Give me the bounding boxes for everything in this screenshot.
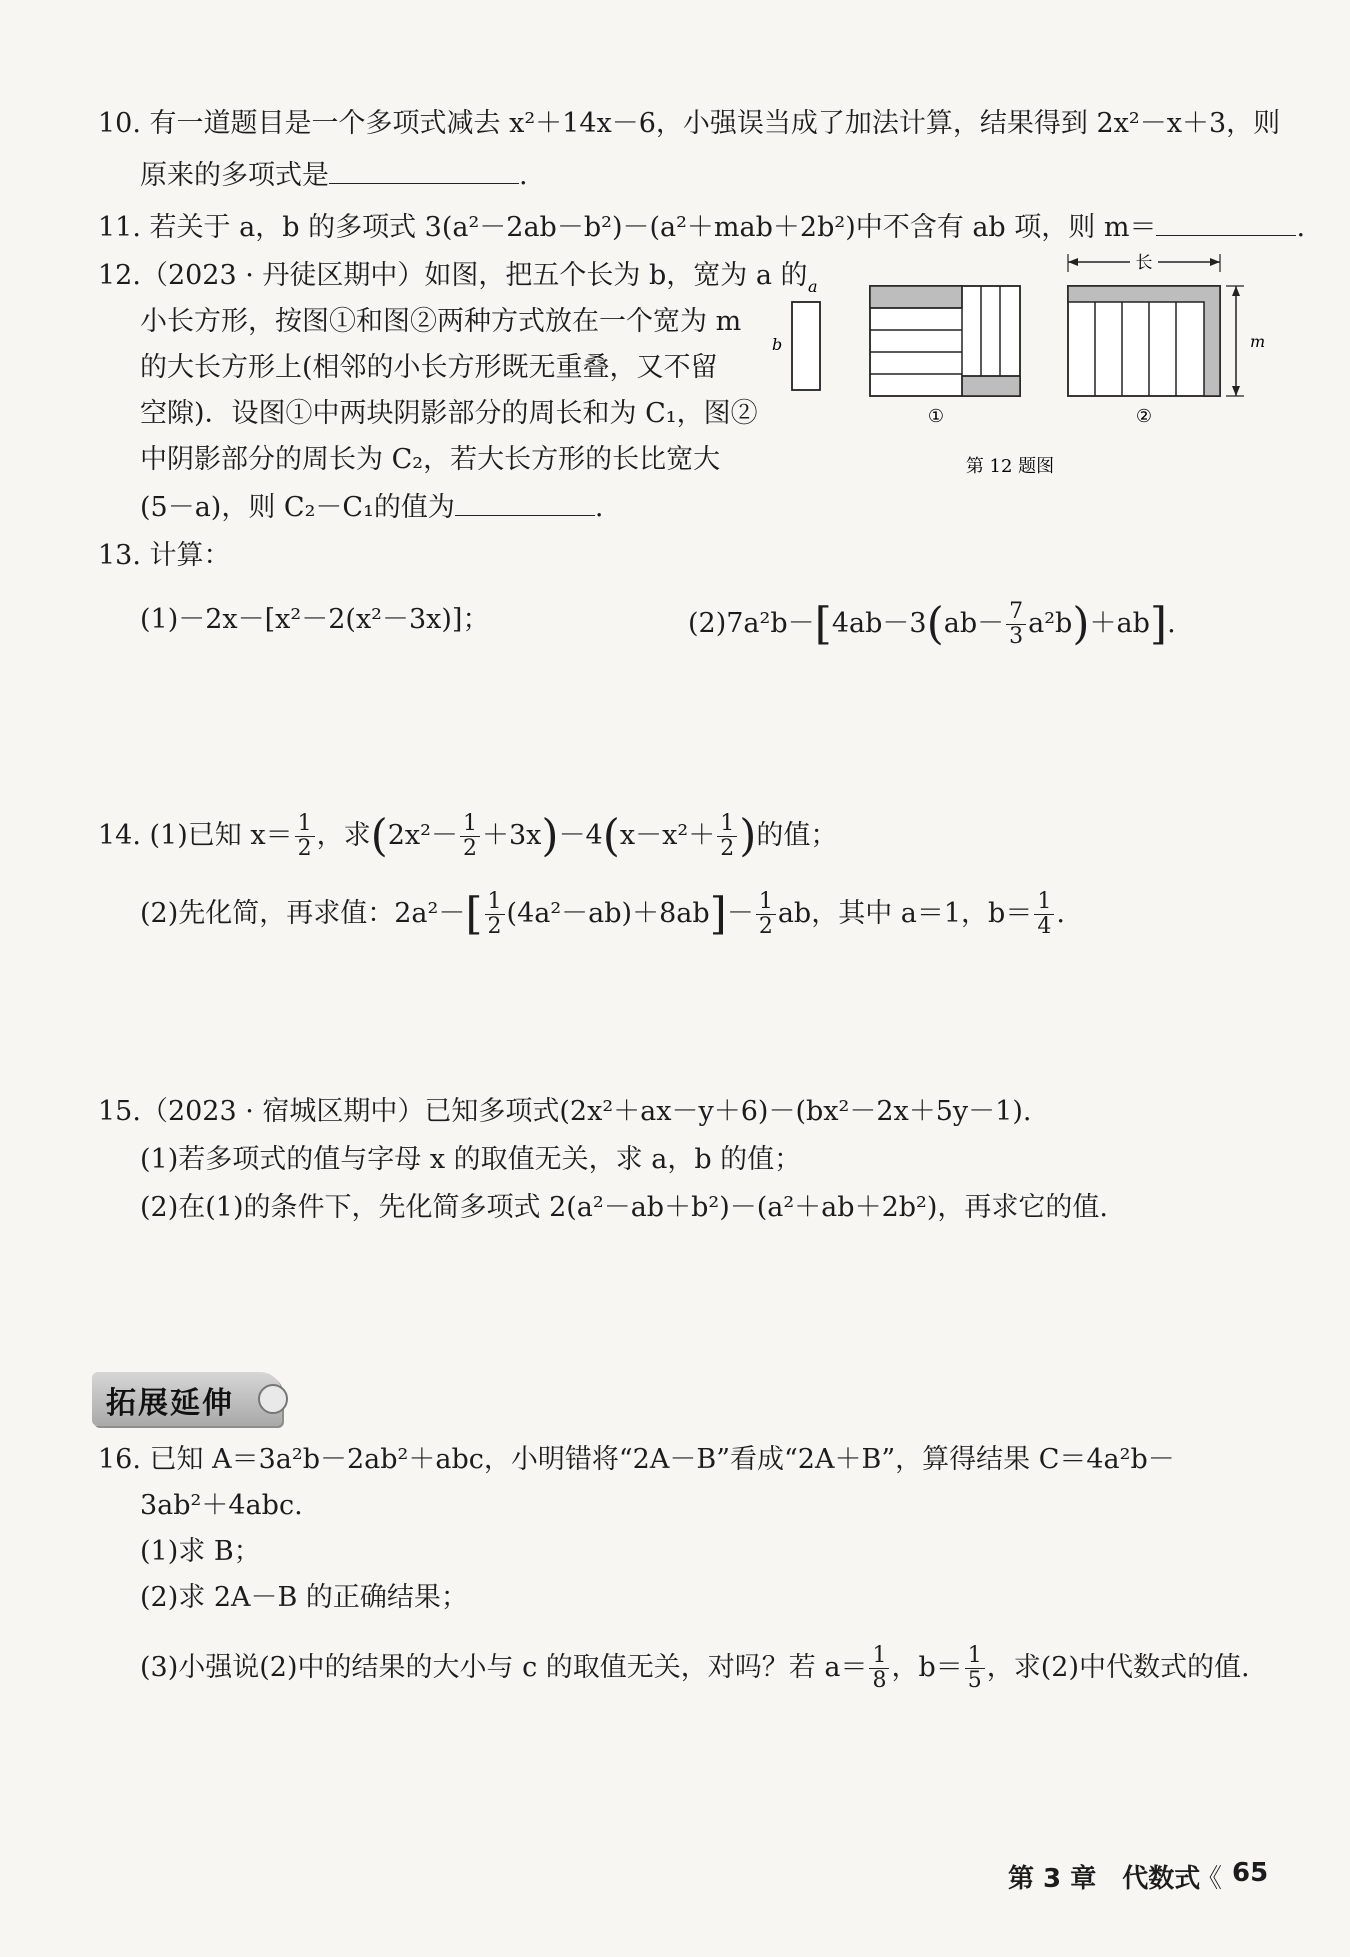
fraction	[756, 890, 776, 939]
numerator: 1	[295, 812, 315, 837]
bracket: ]	[1149, 598, 1168, 650]
section-title: 拓展延伸	[106, 1386, 234, 1421]
q10-text: 原来的多项式是	[140, 160, 329, 191]
q11-text: 11. 若关于 a，b 的多项式 3(a²－2ab－b²)－(a²＋mab＋2b²)中不含有 ab 项，则 m＝	[98, 212, 1157, 243]
q14-p1-h: 的值；	[756, 820, 838, 851]
label-b: b	[772, 335, 783, 354]
q13-part1: (1)－2x－[x²－2(x²－3x)]；	[140, 604, 490, 635]
fraction	[869, 1644, 889, 1693]
figure-2	[1068, 250, 1265, 427]
q16-part1: (1)求 B；	[140, 1536, 261, 1567]
paren: (	[926, 598, 944, 650]
paren: )	[1072, 598, 1090, 650]
numerator: 1	[869, 1644, 889, 1669]
q15-line1: 15.（2023 · 宿城区期中）已知多项式(2x²＋ax－y＋6)－(bx²－2x＋5y－1).	[98, 1096, 1032, 1127]
q16-part3	[140, 1644, 1250, 1693]
denominator: 2	[758, 914, 773, 939]
label-a: a	[808, 277, 818, 296]
q14-p2-end: .	[1056, 898, 1065, 929]
q11-end: .	[1296, 212, 1306, 243]
q14-p2-c: －	[726, 898, 754, 929]
paren: )	[541, 810, 559, 862]
bracket: [	[465, 888, 483, 940]
paren: (	[602, 810, 620, 862]
shade-1b	[962, 376, 1020, 396]
q12-line3: 的大长方形上(相邻的小长方形既无重叠，又不留	[140, 352, 718, 383]
numerator: 1	[1034, 890, 1054, 915]
q10-line1: 10. 有一道题目是一个多项式减去 x²＋14x－6，小强误当成了加法计算，结果得到 2x²－x＋3，则	[98, 108, 1281, 139]
fraction	[485, 890, 505, 939]
lightbulb-icon	[258, 1384, 288, 1414]
denominator: 3	[1009, 624, 1024, 649]
q13-p2-end: .	[1167, 608, 1176, 639]
fraction	[965, 1644, 985, 1693]
paren: (	[370, 810, 388, 862]
q13-p2-a: (2)7a²b－	[688, 608, 815, 639]
figure-2-label: ②	[1135, 406, 1153, 427]
numerator: 1	[965, 1644, 985, 1669]
denominator: 2	[297, 836, 312, 861]
q16-line1: 16. 已知 A＝3a²b－2ab²＋abc，小明错将“2A－B”看成“2A＋B”，算得结果 C＝4a²b－	[98, 1444, 1175, 1475]
q14-p1-d: ＋3x	[481, 820, 542, 851]
fraction	[1034, 890, 1054, 939]
q13-title: 13. 计算：	[98, 540, 231, 571]
label-length: 长	[1135, 253, 1153, 273]
denominator: 5	[967, 1668, 982, 1693]
denominator: 2	[720, 836, 735, 861]
shade-1a	[870, 286, 962, 308]
numerator: 7	[1006, 600, 1026, 625]
footer-arrows-icon: 《	[1196, 1864, 1223, 1894]
q14-p1-c: 2x²－	[387, 820, 458, 851]
q16-line2: 3ab²＋4abc.	[140, 1490, 303, 1521]
small-rectangle	[792, 302, 820, 390]
q15-part2: (2)在(1)的条件下，先化简多项式 2(a²－ab＋b²)－(a²＋ab＋2b²)，再求它的值.	[140, 1192, 1108, 1223]
q16-part2: (2)求 2A－B 的正确结果；	[140, 1582, 468, 1613]
numerator: 1	[717, 812, 737, 837]
section-header	[92, 1372, 282, 1426]
q14-part1	[98, 812, 837, 861]
fraction	[460, 812, 480, 861]
q13-p2-c: ab－	[943, 608, 1005, 639]
q13-p2-d: a²b	[1028, 608, 1073, 639]
figure-1	[870, 286, 1020, 427]
q13-p2-b: 4ab－3	[831, 608, 927, 639]
q12-end: .	[594, 492, 604, 523]
q14-p1-b: ，求	[316, 820, 371, 851]
q16-p3-b: ，b＝	[891, 1652, 963, 1683]
q13-part2	[688, 600, 1176, 649]
page-number: 65	[1232, 1858, 1269, 1888]
figure-1-label: ①	[927, 406, 945, 427]
denominator: 8	[872, 1668, 887, 1693]
denominator: 2	[462, 836, 477, 861]
q14-p1-a: 14. (1)已知 x＝	[98, 820, 293, 851]
label-m: m	[1250, 332, 1266, 351]
q12-text: (5－a)，则 C₂－C₁的值为	[140, 492, 455, 523]
bracket: [	[814, 598, 832, 650]
q12-figure	[760, 250, 1280, 490]
q14-p1-g: x－x²＋	[619, 820, 716, 851]
q16-p3-c: ，求(2)中代数式的值.	[986, 1652, 1250, 1683]
footer-chapter: 第 3 章 代数式	[1008, 1864, 1201, 1894]
q14-p2-a: (2)先化简，再求值：2a²－	[140, 898, 466, 929]
q12-line1: 12.（2023 · 丹徒区期中）如图，把五个长为 b，宽为 a 的	[98, 260, 808, 291]
fraction	[295, 812, 315, 861]
q12-line4: 空隙)．设图①中两块阴影部分的周长和为 C₁，图②	[140, 398, 758, 429]
q13-p2-e: ＋ab	[1089, 608, 1150, 639]
answer-blank	[1156, 209, 1296, 236]
q14-p1-e: －4	[558, 820, 603, 851]
denominator: 2	[487, 914, 502, 939]
q16-p3-a: (3)小强说(2)中的结果的大小与 c 的取值无关，对吗？若 a＝	[140, 1652, 868, 1683]
q12-line5: 中阴影部分的周长为 C₂，若大长方形的长比宽大	[140, 444, 721, 475]
q12-line2: 小长方形，按图①和图②两种方式放在一个宽为 m	[140, 306, 742, 337]
q14-p2-d: ab，其中 a＝1，b＝	[777, 898, 1033, 929]
numerator: 1	[485, 890, 505, 915]
q12-line6	[140, 488, 603, 528]
denominator: 4	[1037, 914, 1052, 939]
bracket: ]	[709, 888, 727, 940]
q14-p2-b: (4a²－ab)＋8ab	[506, 898, 710, 929]
q10-line2	[140, 156, 528, 196]
figure-caption: 第 12 题图	[965, 456, 1055, 477]
q11-line	[98, 208, 1305, 248]
fraction	[1006, 600, 1026, 649]
q10-end: .	[519, 160, 528, 191]
answer-blank	[329, 157, 519, 184]
answer-blank	[455, 489, 595, 516]
numerator: 1	[756, 890, 776, 915]
numerator: 1	[460, 812, 480, 837]
q15-part1: (1)若多项式的值与字母 x 的取值无关，求 a，b 的值；	[140, 1144, 802, 1175]
fraction	[717, 812, 737, 861]
q14-part2	[140, 890, 1065, 939]
paren: )	[739, 810, 757, 862]
